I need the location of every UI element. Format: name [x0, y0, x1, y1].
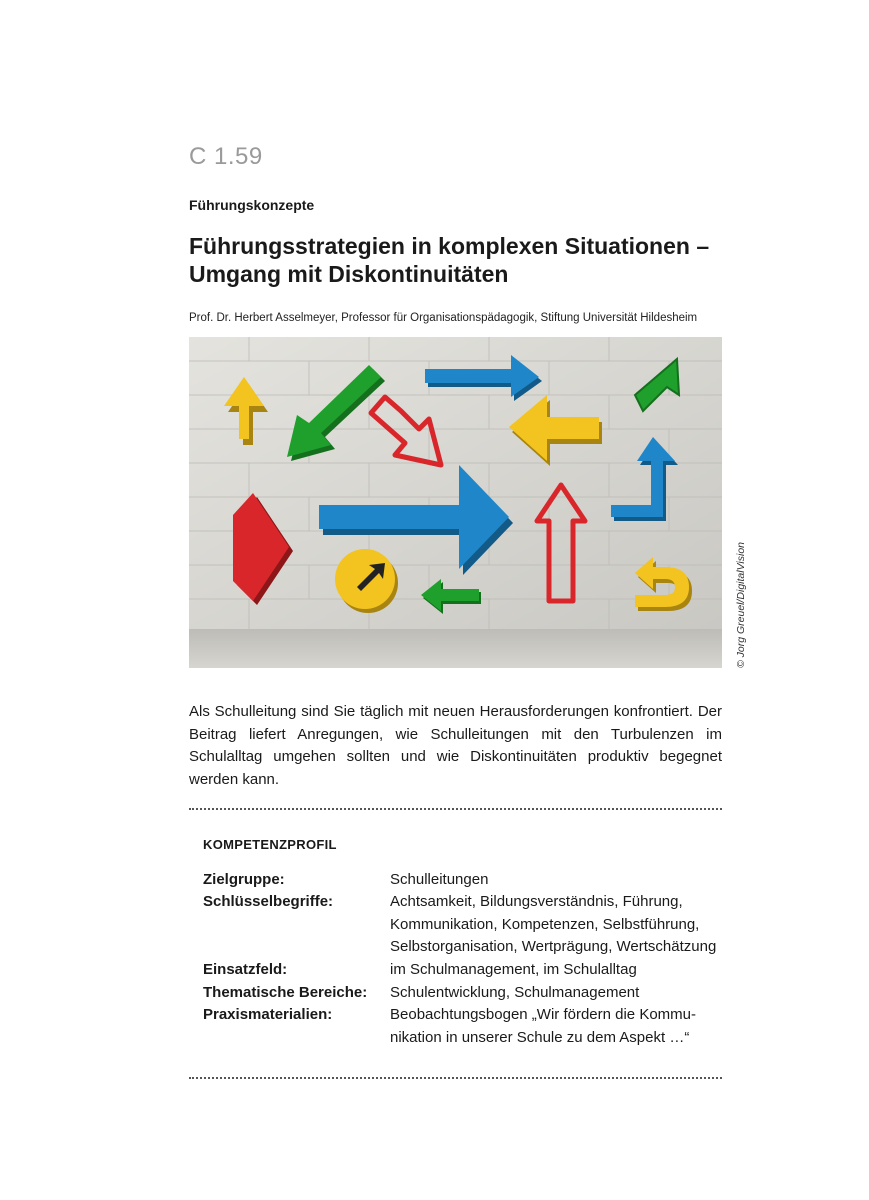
- schluessel-line-1: Achtsamkeit, Bildungsverständnis, Führung,: [390, 893, 683, 910]
- title-line-2: Umgang mit Diskontinuitäten: [189, 261, 509, 287]
- praxis-label: Praxismaterialien:: [203, 1006, 333, 1023]
- einsatz-value: im Schulmanagement, im Schulalltag: [390, 961, 637, 978]
- document-code: C 1.59: [189, 143, 263, 170]
- floor: [189, 629, 722, 668]
- author-line: Prof. Dr. Herbert Asselmeyer, Professor für Organisationspädagogik, Stiftung Universität Hildesheim: [189, 312, 698, 324]
- intro-paragraph: Als Schulleitung sind Sie täglich mit neuen Herausforderungen konfrontiert. Der Beitrag liefert Anregungen, wie Schulleitungen mit den Turbulenzen im Schulalltag umgehen sollten und wie Diskontinuitäten produktiv begegnet werden kann.: [189, 703, 722, 788]
- praxis-line-1: Beobachtungsbogen „Wir fördern die Kommu-: [390, 1006, 696, 1023]
- category-label: Führungskonzepte: [189, 197, 315, 213]
- thema-value: Schulentwicklung, Schulmanagement: [390, 984, 640, 1001]
- title-line-1: Führungsstrategien in komplexen Situationen –: [189, 233, 710, 259]
- hero-image-arrows: [189, 337, 722, 668]
- divider-top: [189, 808, 722, 810]
- divider-bottom: [189, 1077, 722, 1079]
- thema-label: Thematische Bereiche:: [203, 984, 368, 1001]
- zielgruppe-value: Schulleitungen: [390, 871, 489, 888]
- page-title: [189, 232, 749, 288]
- schluessel-label: Schlüsselbegriffe:: [203, 893, 334, 910]
- profile-heading: KOMPETENZPROFIL: [203, 837, 337, 852]
- zielgruppe-label: Zielgruppe:: [203, 871, 285, 888]
- schluessel-line-3: Selbstorganisation, Wertprägung, Wertschätzung: [390, 938, 717, 955]
- einsatz-label: Einsatzfeld:: [203, 961, 288, 978]
- schluessel-line-2: Kommunikation, Kompetenzen, Selbstführung,: [390, 915, 700, 933]
- praxis-line-2: nikation in unserer Schule zu dem Aspekt …“: [390, 1028, 690, 1046]
- image-credit: © Jorg Greuel/DigitalVision: [735, 541, 747, 668]
